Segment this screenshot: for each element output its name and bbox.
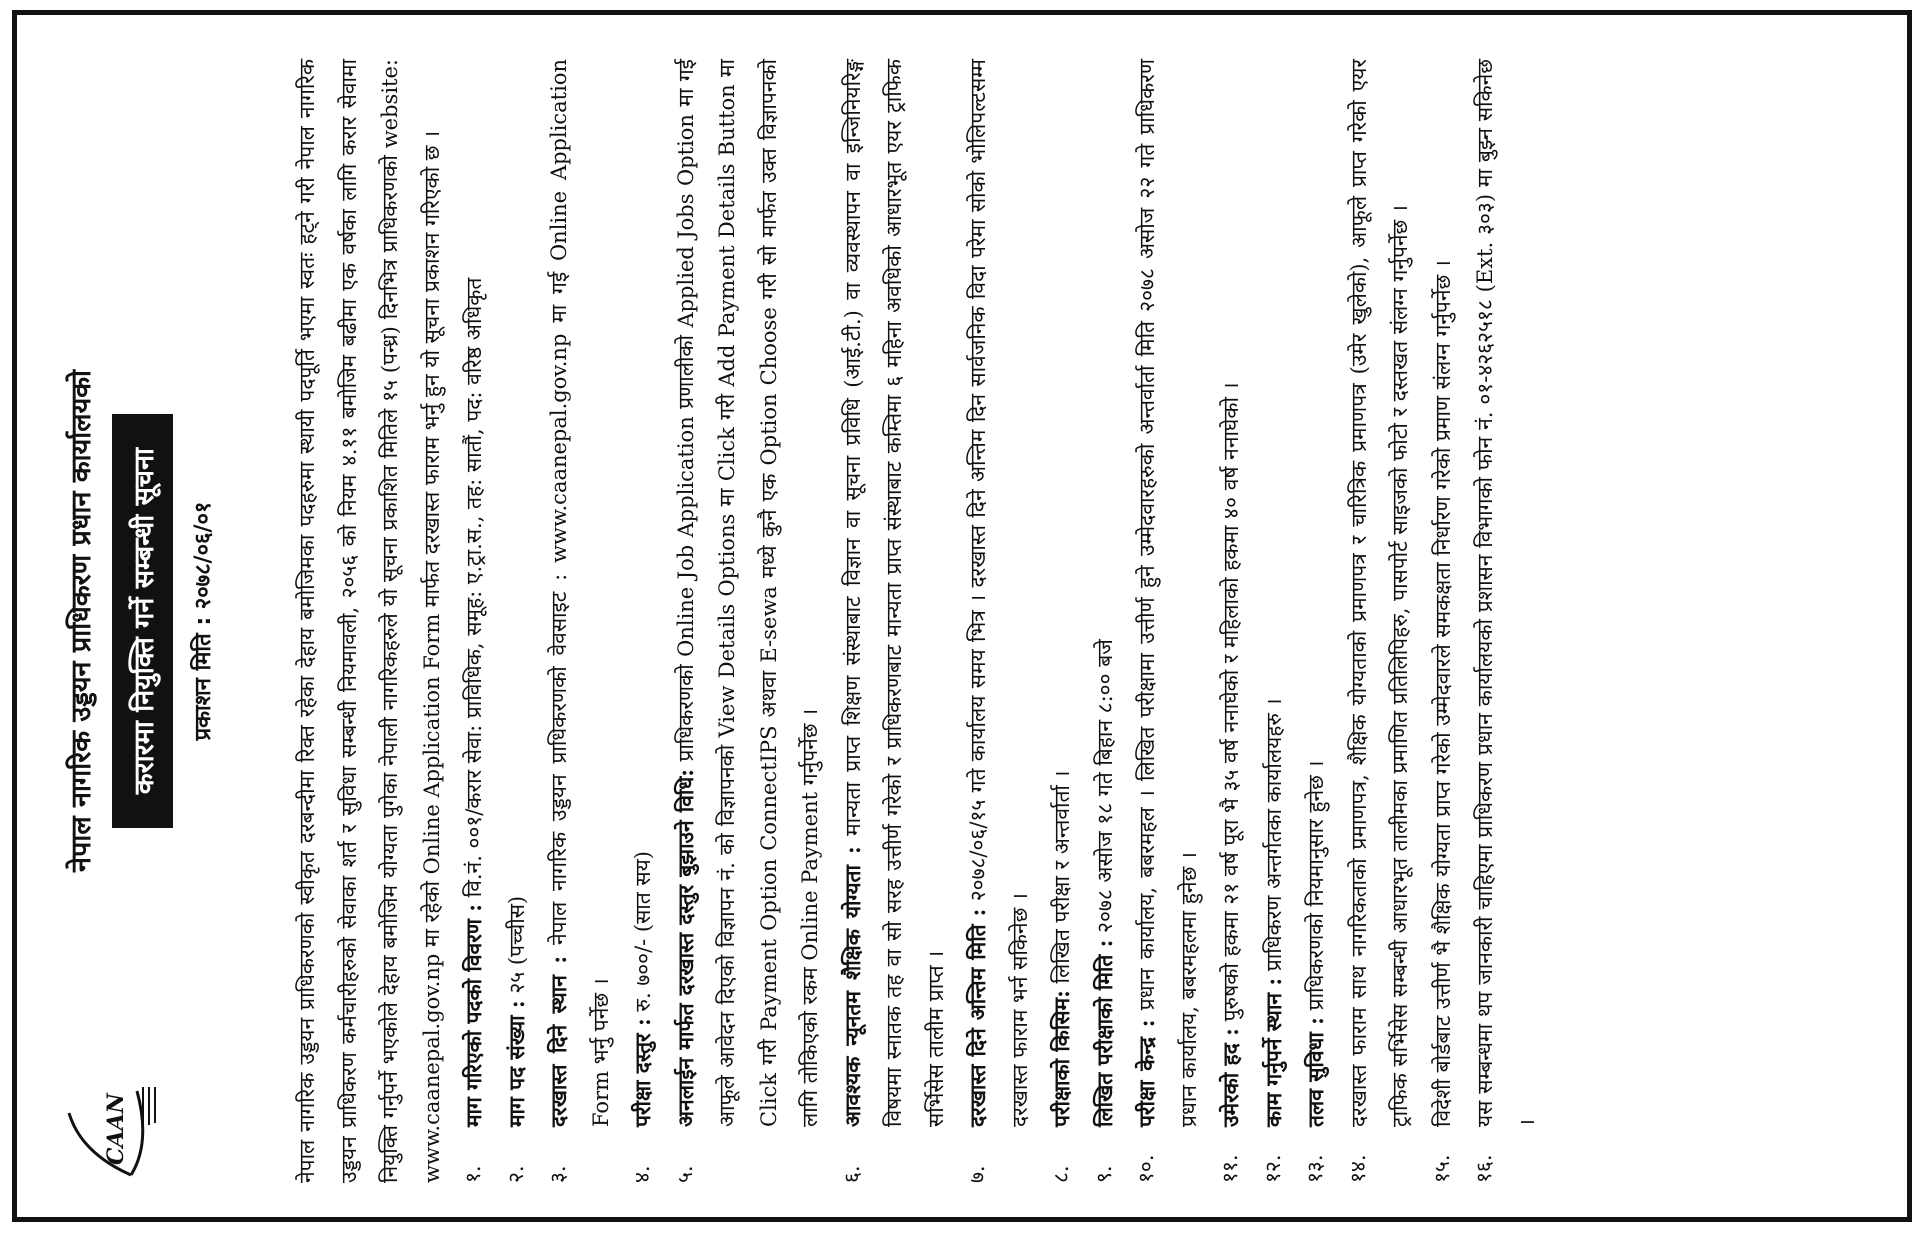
- item-number: ८.: [1049, 1165, 1073, 1183]
- item-number: १३.: [1303, 1154, 1327, 1183]
- item-label: काम गर्नुपर्ने स्थान :: [1260, 977, 1286, 1127]
- item-text: लिखित परीक्षा र अन्तर्वार्ता ।: [1050, 770, 1074, 984]
- intro-paragraph: नेपाल नागरिक उड्डयन प्राधिकरणको स्वीकृत दरबन्दीमा रिक्त रहेका देहाय बमोजिमका पदहरुमा स्थायी पदपूर्ति भएमा स्वतः हट्ने गरी नेपाल नागरिक उड्डयन प्राधिकरण कर्मचारीहरुको सेवाका शर्त र सुविधा सम्बन्धी नियमावली, २०५६ को नियम ४.११ बमोजिम बढीमा एक वर्षका लागि करार सेवामा नियुक्ति गर्नुपर्ने भएकोले देहाय बमोजिम योग्यता पुगेका नेपाली नागरिकहरुले यो सूचना प्रकाशित मितिले १५ (पन्ध्र) दिनभित्र प्राधिकरणको website: www.caanepal.gov.np मा रहेको Online Application Form मार्फत दरखास्त फाराम भर्नु हुन यो सूचना प्रकाशन गरिएको छ ।: [295, 59, 444, 1183]
- notice-body: [287, 59, 1548, 1183]
- item-label: दरखास्त दिने स्थान :: [546, 955, 571, 1127]
- item-label: अनलाईन मार्फत दरखास्त दस्तुर बुझाउने विधि:: [672, 769, 698, 1127]
- item-label: परीक्षा केन्द्र :: [1134, 1019, 1159, 1127]
- item-label: परीक्षाको किसिम:: [1049, 990, 1074, 1127]
- item-text: प्राधिकरणको नियमानुसार हुनेछ ।: [1304, 760, 1328, 1011]
- item-text: यस सम्बन्धमा थप जानकारी चाहिएमा प्राधिकरण प्रधान कार्यालयको प्रशासन विभागको फोन नं. ०१-४२६२५१८ (Ext. ३०३) मा बुझ्न सकिनेछ ।: [1473, 59, 1539, 1127]
- list-item: [1338, 59, 1422, 1183]
- item-number: ६.: [839, 1165, 864, 1183]
- item-number: १.: [461, 1165, 485, 1183]
- item-number: ४.: [630, 1165, 654, 1183]
- item-number: ११.: [1218, 1154, 1242, 1183]
- list-item: [1295, 59, 1338, 1183]
- item-number: ७.: [965, 1165, 989, 1183]
- notice-title: करारमा नियुक्ति गर्ने सम्बन्धी सूचना: [112, 414, 173, 828]
- notice-frame: [12, 10, 1912, 1222]
- list-item: [1210, 59, 1253, 1183]
- list-item: [453, 59, 496, 1183]
- item-label: माग गरिएको पदको विवरण :: [461, 903, 486, 1127]
- item-text: पुरुषको हकमा २१ वर्ष पूरा भै ३५ वर्ष ननाघेको र महिलाको हकमा ४० वर्ष ननाघेको ।: [1219, 382, 1243, 1022]
- item-text: प्राधिकरण अन्तर्गतका कार्यालयहरु ।: [1261, 698, 1286, 972]
- item-text: प्राधिकरणको Online Job Application प्रणालीको Applied Jobs Option मा गई आफूले आवेदन दिएको विज्ञापन नं. को विज्ञापनको View Details Options मा Click गरी Add Payment Details Button मा Click गरी Payment Option ConnectIPS अथवा E-sewa मध्ये कुनै एक Option Choose गरी सो मार्फत उक्त विज्ञापनको लागि तोकिएको रकम Online Payment गर्नुपर्नेछ ।: [673, 59, 822, 1127]
- list-item: [1464, 59, 1548, 1183]
- item-text: रु. ७००/- (सात सय): [631, 851, 655, 1012]
- list-item: [957, 59, 1041, 1183]
- publish-date: प्रकाशन मिति : २०७८/०६/०१: [191, 501, 216, 741]
- item-label: दरखास्त दिने अन्तिम मिति :: [965, 908, 990, 1127]
- notice-page: [35, 33, 1915, 1209]
- item-text: २०७८/०६/१५ गते कार्यालय समय भित्र । दरखास्त दिने अन्तिम दिन सार्वजनिक विदा परेमा सोको भोलिपल्टसम्म दरखास्त फाराम भर्न सकिनेछ ।: [966, 59, 1032, 1127]
- item-text: प्रधान कार्यालय, बबरमहल । लिखित परीक्षामा उत्तीर्ण हुने उम्मेदवारहरुको अन्तर्वार्ता मिति २०७८ असोज २२ गते प्राधिकरण प्रधान कार्यालय, बबरमहलमा हुनेछ ।: [1135, 59, 1201, 1127]
- item-text: २०७८ असोज १८ गते बिहान ८:०० बजे: [1092, 639, 1117, 933]
- item-number: २.: [503, 1165, 528, 1183]
- list-item: [832, 59, 958, 1183]
- list-item: [496, 59, 539, 1183]
- item-label: उमेरको हद :: [1218, 1028, 1243, 1127]
- item-label: माग पद संख्या :: [503, 1000, 529, 1127]
- item-number: १४.: [1345, 1154, 1370, 1183]
- item-number: ३.: [546, 1165, 570, 1183]
- list-item: [1084, 59, 1127, 1183]
- item-text: दरखास्त फाराम साथ नागरिकताको प्रमाणपत्र, शैक्षिक योग्यताको प्रमाणपत्र र चारित्रिक प्रमाणपत्र (उमेर खुलेको), आफूले प्राप्त गरेको एयर ट्राफिक सर्भिसेस सम्बन्धी आधारभूत तालीमका प्रमाणित प्रतिलिपिहरु, पासपोर्ट साइजको फोटो र दस्तखत संलग्न गर्नुपर्नेछ ।: [1346, 59, 1412, 1127]
- item-number: १६.: [1472, 1154, 1496, 1183]
- item-number: १०.: [1134, 1154, 1158, 1183]
- item-text: विदेशी बोर्डबाट उत्तीर्ण भै शैक्षिक योग्यता प्राप्त गरेको उम्मेदवारले समकक्षता निर्धारण गरेको प्रमाण संलग्न गर्नुपर्नेछ ।: [1430, 260, 1455, 1127]
- list-item: [665, 59, 832, 1183]
- item-text: नेपाल नागरिक उड्डयन प्राधिकरणको वेवसाइट : www.caanepal.gov.np मा गई Online Application Form भर्नु पर्नेछ ।: [547, 59, 613, 1127]
- list-item: [1126, 59, 1210, 1183]
- caan-logo-icon: [61, 1083, 161, 1183]
- list-item: [1041, 59, 1084, 1183]
- list-item: [622, 59, 665, 1183]
- logo-text: CAAN: [103, 1093, 129, 1165]
- item-number: ९.: [1091, 1165, 1116, 1183]
- item-text: २५ (पच्चीस): [504, 895, 529, 994]
- item-text: वि.नं. ००१/करार सेवा: प्राविधिक, समूह: ए.ट्रा.स., तह: सातौं, पद: वरिष्ठ अधिकृत: [462, 277, 486, 898]
- list-item: [1422, 59, 1465, 1183]
- item-number: ५.: [672, 1165, 697, 1183]
- list-item: [538, 59, 622, 1183]
- item-label: आवश्यक न्यूनतम शैक्षिक योग्यता :: [839, 846, 865, 1127]
- notice-header: [61, 59, 281, 1183]
- organization-name: नेपाल नागरिक उड्डयन प्राधिकरण प्रधान कार्यालयको: [66, 370, 97, 872]
- item-number: १५.: [1429, 1154, 1454, 1183]
- item-text: मान्यता प्राप्त शिक्षण संस्थाबाट विज्ञान वा सूचना प्रविधि (आई.टी.) वा व्यवस्थापन वा इन्जिनियरिङ्ग विषयमा स्नातक तह वा सो सरह उत्तीर्ण गरेको र प्राधिकरणबाट मान्यता प्राप्त संस्थाबाट कम्तिमा ६ महिना अवधिको आधारभूत एयर ट्राफिक सर्भिसेस तालीम प्राप्त ।: [840, 59, 948, 1127]
- item-label: परीक्षा दस्तुर :: [630, 1018, 655, 1127]
- item-label: लिखित परीक्षाको मिति :: [1091, 939, 1117, 1127]
- item-number: १२.: [1260, 1154, 1285, 1183]
- list-item: [1253, 59, 1296, 1183]
- notice-items: [453, 59, 1548, 1183]
- item-label: तलव सुविधा :: [1303, 1017, 1328, 1127]
